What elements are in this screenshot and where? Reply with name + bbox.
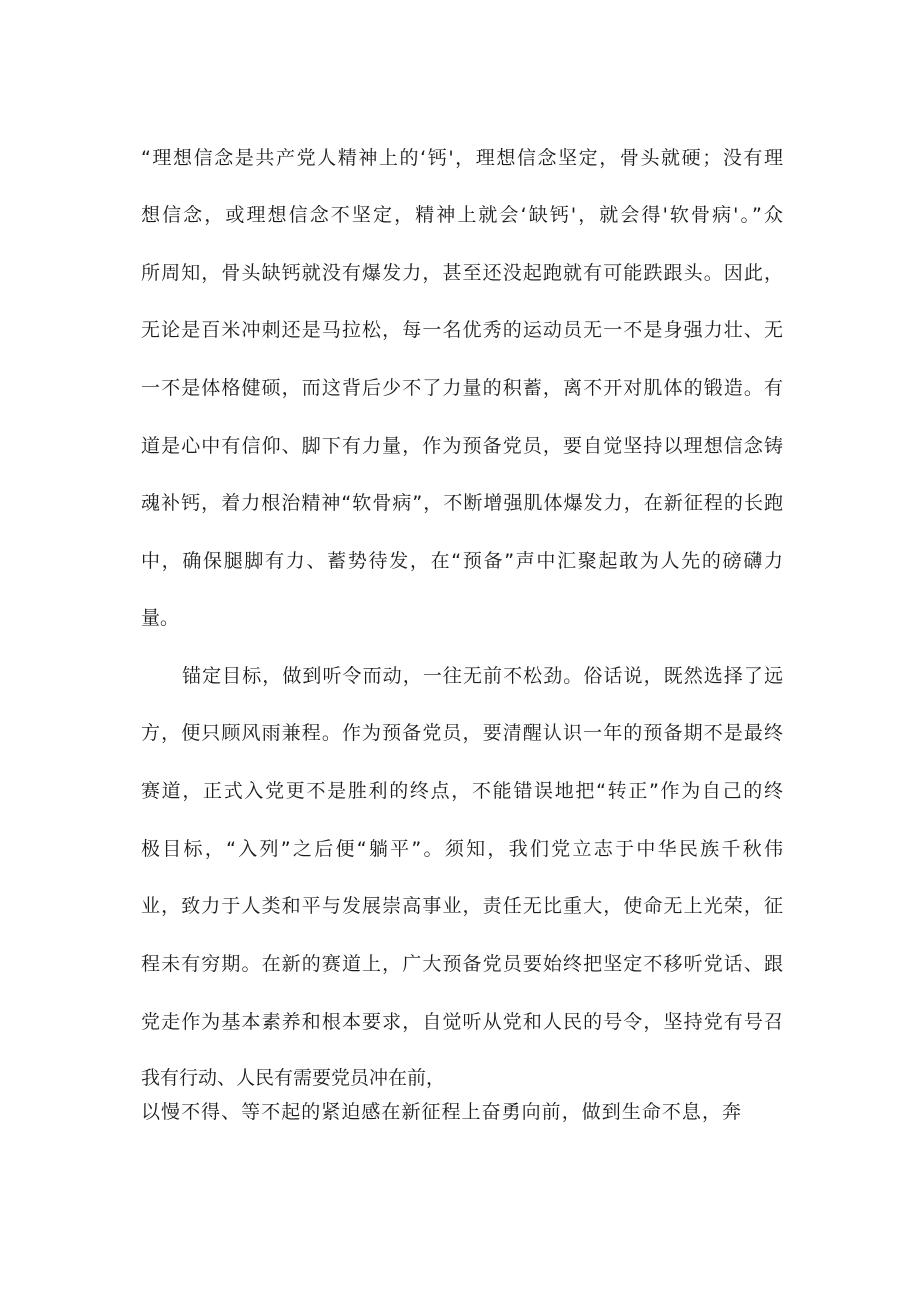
text-line: 想信念，或理想信念不坚定，精神上就会‘缺钙'，就会得'软骨病'。”众 [141, 204, 783, 226]
text-line: 我有行动、人民有需要党员冲在前， [141, 1067, 446, 1089]
text-line: 业，致力于人类和平与发展崇高事业，责任无比重大，使命无上光荣，征 [141, 895, 783, 917]
text-line: 程未有穷期。在新的赛道上，广大预备党员要始终把坚定不移听党话、跟 [141, 953, 783, 975]
text-line: 方，便只顾风雨兼程。作为预备党员，要清醒认识一年的预备期不是最终 [141, 722, 783, 744]
text-line: 以慢不得、等不起的紧迫感在新征程上奋勇向前，做到生命不息，奔 [141, 1101, 741, 1123]
text-line: 量。 [141, 607, 180, 629]
text-line: 赛道，正式入党更不是胜利的终点，不能错误地把“转正”作为自己的终 [141, 780, 783, 802]
text-line: 一不是体格健硕，而这背后少不了力量的积蓄，离不开对肌体的锻造。有 [141, 377, 783, 399]
text-line: 中，确保腿脚有力、蓄势待发，在“预备”声中汇聚起敢为人先的磅礴力 [141, 550, 783, 572]
text-line: 党走作为基本素养和根本要求，自觉听从党和人民的号令，坚持党有号召 [141, 1011, 783, 1033]
text-line: 锚定目标，做到听令而动，一往无前不松劲。俗话说，既然选择了远 [182, 665, 783, 687]
text-line: 道是心中有信仰、脚下有力量，作为预备党员，要自觉坚持以理想信念铸 [141, 435, 783, 457]
text-line: 魂补钙，着力根治精神“软骨病”，不断增强肌体爆发力，在新征程的长跑 [141, 492, 783, 514]
text-line: 无论是百米冲刺还是马拉松，每一名优秀的运动员无一不是身强力壮、无 [141, 319, 783, 341]
text-line: 极目标，“入列”之后便“躺平”。须知，我们党立志于中华民族千秋伟 [141, 838, 783, 860]
text-line: “理想信念是共产党人精神上的‘钙'，理想信念坚定，骨头就硬；没有理 [141, 147, 783, 169]
text-line: 所周知，骨头缺钙就没有爆发力，甚至还没起跑就有可能跌跟头。因此， [141, 262, 783, 284]
